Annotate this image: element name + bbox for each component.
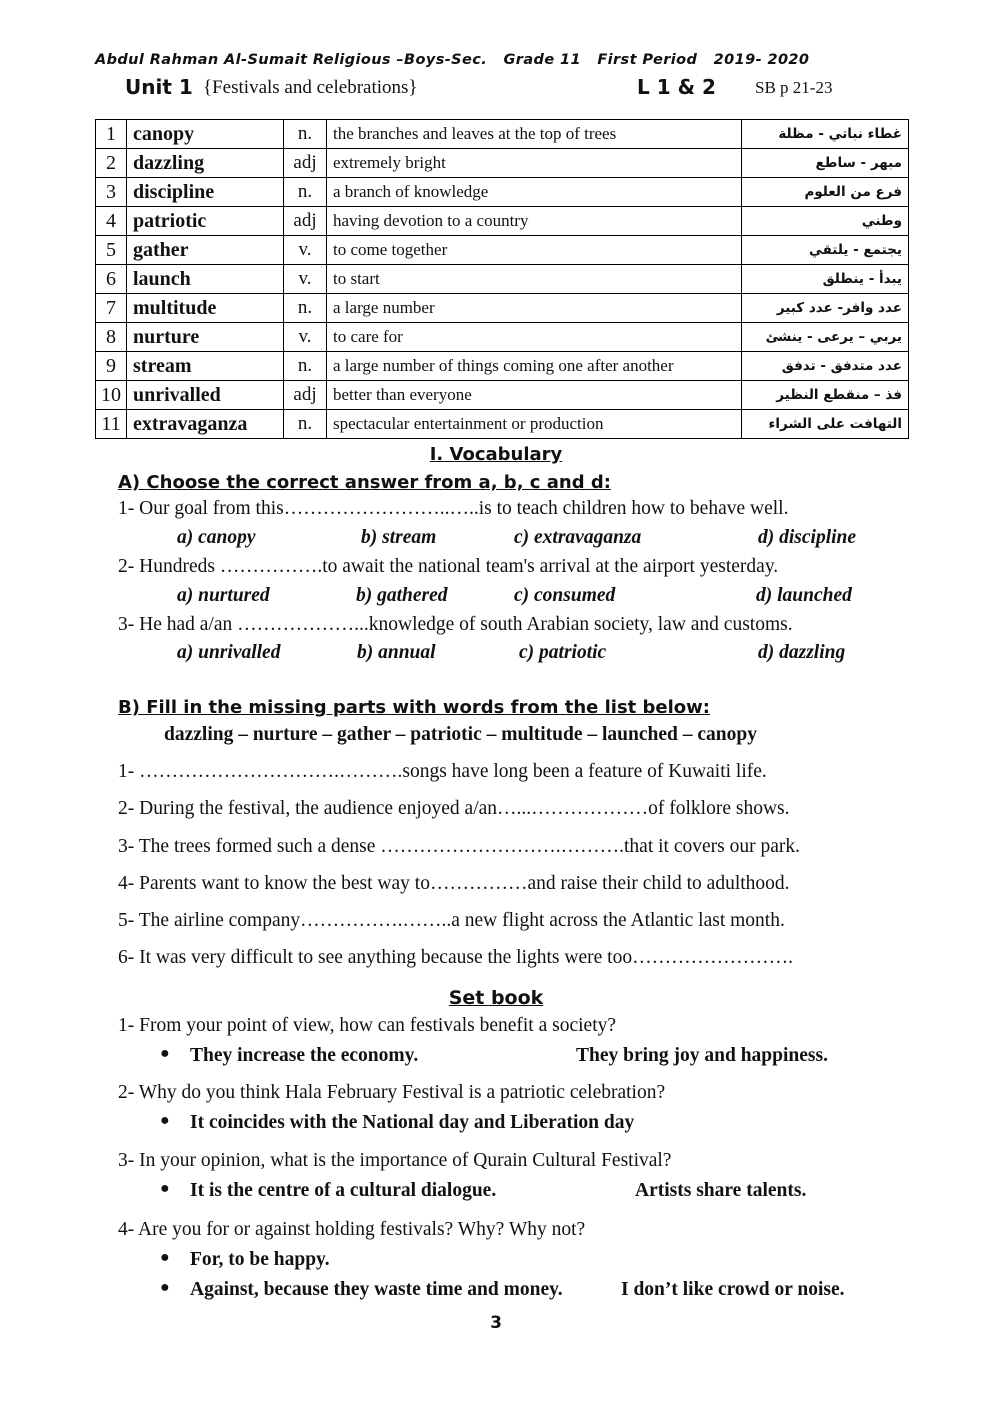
table-row (96, 178, 909, 207)
mcq-question-1: 1- Our goal from this……………………..…..is to teach children how to behave well. (118, 498, 789, 519)
vocab-definition: to come together (327, 236, 742, 265)
table-row (96, 265, 909, 294)
vocabulary-table (95, 119, 909, 439)
vocab-arabic-translation: عدد متدفق - تدفق (742, 352, 909, 381)
vocab-definition: better than everyone (327, 381, 742, 410)
vocab-part-of-speech: n. (284, 410, 327, 439)
mcq-option[interactable]: c) consumed (514, 585, 616, 606)
vocab-number: 9 (96, 352, 127, 381)
vocab-number: 11 (96, 410, 127, 439)
mcq-option[interactable]: c) patriotic (519, 642, 607, 663)
unit-title: {Festivals and celebrations} (203, 77, 418, 98)
mcq-option[interactable]: a) nurtured (177, 585, 270, 606)
bullet-dot-icon: ● (160, 1045, 170, 1062)
mcq-option[interactable]: d) dazzling (758, 642, 846, 663)
lesson-label: L 1 & 2 (637, 75, 716, 99)
vocab-arabic-translation: التهافت على الشراء (742, 410, 909, 439)
set-book-question-2: 2- Why do you think Hala February Festival is a patriotic celebration? (118, 1082, 666, 1103)
vocab-arabic-translation: وطني (742, 207, 909, 236)
table-row (96, 149, 909, 178)
vocab-arabic-translation: غطاء نباتي - مظلة (742, 120, 909, 149)
mcq-option[interactable]: b) annual (357, 642, 436, 663)
answer-text: It is the centre of a cultural dialogue. (190, 1180, 497, 1201)
vocab-part-of-speech: n. (284, 352, 327, 381)
vocab-word: gather (127, 236, 284, 265)
answer-text: They bring joy and happiness. (576, 1045, 828, 1066)
fill-in-sentence: 3- The trees formed such a dense ……………………….……….that it covers our park. (118, 836, 800, 857)
answer-text: For, to be happy. (190, 1249, 330, 1270)
mcq-option[interactable]: b) gathered (356, 585, 448, 606)
vocab-part-of-speech: adj (284, 149, 327, 178)
vocab-arabic-translation: مبهر - ساطع (742, 149, 909, 178)
vocab-word: nurture (127, 323, 284, 352)
set-book-question-1: 1- From your point of view, how can festivals benefit a society? (118, 1015, 617, 1036)
answer-text: I don’t like crowd or noise. (621, 1279, 845, 1300)
fill-in-sentence: 4- Parents want to know the best way to……………and raise their child to adulthood. (118, 873, 790, 894)
vocab-word: dazzling (127, 149, 284, 178)
vocab-definition: having devotion to a country (327, 207, 742, 236)
table-row (96, 410, 909, 439)
vocab-arabic-translation: يجتمع - يلتقي (742, 236, 909, 265)
vocab-number: 6 (96, 265, 127, 294)
mcq-option[interactable]: b) stream (361, 527, 437, 548)
unit-line (125, 75, 885, 101)
mcq-option[interactable]: d) launched (756, 585, 852, 606)
vocab-word: stream (127, 352, 284, 381)
vocab-number: 1 (96, 120, 127, 149)
table-row (96, 352, 909, 381)
mcq-option[interactable]: a) canopy (177, 527, 256, 548)
vocab-definition: a large number (327, 294, 742, 323)
vocab-arabic-translation: يربي – يرعى - ينشئ (742, 323, 909, 352)
vocab-part-of-speech: n. (284, 294, 327, 323)
bullet-dot-icon: ● (160, 1249, 170, 1266)
vocab-arabic-translation: فرع من العلوم (742, 178, 909, 207)
vocab-number: 10 (96, 381, 127, 410)
answer-text: It coincides with the National day and Liberation day (190, 1112, 635, 1133)
vocabulary-section-title: I. Vocabulary (429, 444, 563, 465)
vocab-arabic-translation: يبدأ - ينطلق (742, 265, 909, 294)
mcq-option[interactable]: a) unrivalled (177, 642, 281, 663)
table-row (96, 120, 909, 149)
student-book-pages: SB p 21-23 (755, 78, 833, 97)
vocab-definition: a large number of things coming one after another (327, 352, 742, 381)
fill-in-sentence: 1- ………………………….……….songs have long been a feature of Kuwaiti life. (118, 761, 767, 782)
part-b-heading: B) Fill in the missing parts with words from the list below: (118, 697, 711, 718)
set-book-title: Set book (448, 987, 544, 1009)
vocab-number: 8 (96, 323, 127, 352)
table-row (96, 236, 909, 265)
unit-label: Unit 1 (125, 75, 193, 99)
answer-text-secondary (635, 1180, 806, 1202)
answer-text: Artists share talents. (635, 1180, 807, 1201)
page-number: 3 (490, 1313, 502, 1333)
vocab-arabic-translation: عدد وافر- عدد كبير (742, 294, 909, 323)
mcq-option[interactable]: d) discipline (758, 527, 857, 548)
mcq-options-2 (0, 585, 992, 609)
bullet-dot-icon: ● (160, 1112, 170, 1129)
table-row (96, 294, 909, 323)
answer-text-secondary (621, 1279, 845, 1301)
vocab-number: 3 (96, 178, 127, 207)
bullet-dot-icon: ● (160, 1180, 170, 1197)
vocab-word: unrivalled (127, 381, 284, 410)
part-a-heading: A) Choose the correct answer from a, b, c and d: (118, 472, 611, 493)
vocab-number: 5 (96, 236, 127, 265)
fill-in-sentence: 6- It was very difficult to see anything because the lights were too……………………. (118, 947, 793, 968)
set-book-question-4: 4- Are you for or against holding festivals? Why? Why not? (118, 1219, 586, 1240)
vocab-definition: extremely bright (327, 149, 742, 178)
vocab-part-of-speech: v. (284, 265, 327, 294)
vocab-definition: to start (327, 265, 742, 294)
fill-in-sentence: 2- During the festival, the audience enjoyed a/an…...………………of folklore shows. (118, 798, 790, 819)
vocab-definition: a branch of knowledge (327, 178, 742, 207)
mcq-question-3: 3- He had a/an ………………...knowledge of south Arabian society, law and customs. (118, 614, 793, 635)
set-book-question-3: 3- In your opinion, what is the importance of Qurain Cultural Festival? (118, 1150, 672, 1171)
vocab-part-of-speech: n. (284, 178, 327, 207)
vocab-number: 7 (96, 294, 127, 323)
vocab-definition: to care for (327, 323, 742, 352)
mcq-options-3 (0, 642, 992, 666)
mcq-option[interactable]: c) extravaganza (514, 527, 642, 548)
vocab-word: discipline (127, 178, 284, 207)
vocab-arabic-translation: فذ – منقطع النظير (742, 381, 909, 410)
table-row (96, 207, 909, 236)
school-header: Abdul Rahman Al-Sumait Religious –Boys-Sec. Grade 11 First Period 2019- 2020 (95, 52, 810, 68)
answer-text-secondary (576, 1045, 828, 1067)
vocab-word: multitude (127, 294, 284, 323)
vocab-number: 4 (96, 207, 127, 236)
table-row (96, 323, 909, 352)
vocab-part-of-speech: n. (284, 120, 327, 149)
fill-in-sentence: 5- The airline company…………….……..a new flight across the Atlantic last month. (118, 910, 785, 931)
answer-text: Against, because they waste time and money. (190, 1279, 563, 1300)
vocab-definition: spectacular entertainment or production (327, 410, 742, 439)
vocab-word: extravaganza (127, 410, 284, 439)
vocab-part-of-speech: v. (284, 236, 327, 265)
vocab-part-of-speech: adj (284, 207, 327, 236)
vocab-word: canopy (127, 120, 284, 149)
vocabulary-table-body (96, 120, 909, 439)
table-row (96, 381, 909, 410)
vocab-word: patriotic (127, 207, 284, 236)
vocab-definition: the branches and leaves at the top of trees (327, 120, 742, 149)
vocab-number: 2 (96, 149, 127, 178)
vocab-word: launch (127, 265, 284, 294)
answer-text: They increase the economy. (190, 1045, 419, 1066)
word-list: dazzling – nurture – gather – patriotic – multitude – launched – canopy (164, 724, 757, 745)
mcq-question-2: 2- Hundreds …………….to await the national team's arrival at the airport yesterday. (118, 556, 779, 577)
bullet-dot-icon: ● (160, 1279, 170, 1296)
mcq-options-1 (0, 527, 992, 551)
vocab-part-of-speech: v. (284, 323, 327, 352)
vocab-part-of-speech: adj (284, 381, 327, 410)
